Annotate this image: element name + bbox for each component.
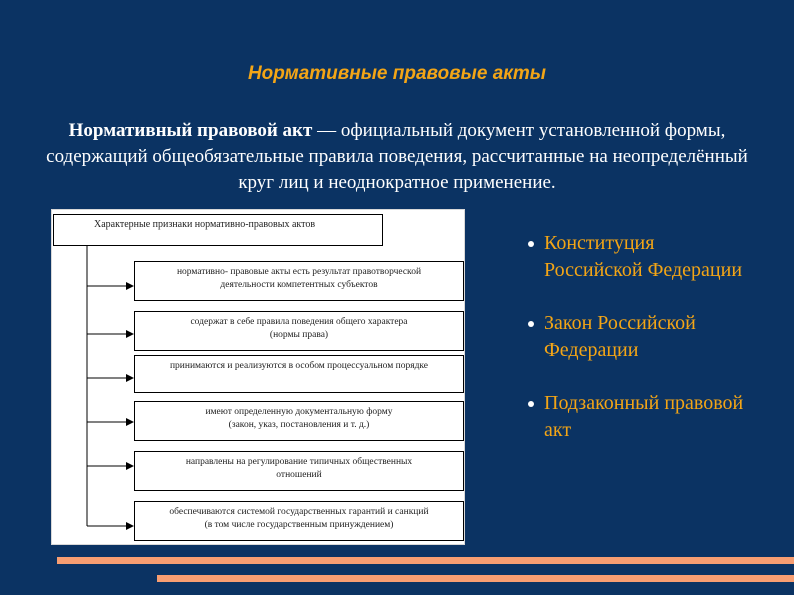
list-item-text: Закон Российской Федерации — [544, 312, 696, 361]
bullet-dot-icon — [528, 241, 534, 247]
trait-box — [134, 261, 464, 301]
list-item-text: Подзаконный правовой акт — [544, 392, 744, 441]
list-item — [526, 390, 756, 444]
list-item — [526, 310, 756, 364]
diagram-header-box: Характерные признаки нормативно-правовых актов — [53, 214, 383, 246]
trait-box — [134, 451, 464, 491]
trait-box — [134, 311, 464, 351]
traits-diagram — [51, 209, 465, 545]
definition-dash: — — [312, 120, 341, 141]
trait-line2: (нормы права) — [269, 330, 329, 340]
definition-term: Нормативный правовой акт — [68, 120, 313, 141]
trait-line1: принимаются и реализуются в особом процессуальном порядке — [169, 361, 429, 371]
bullet-dot-icon — [528, 321, 534, 327]
definition-paragraph — [40, 118, 754, 196]
decorative-bar — [57, 557, 794, 564]
trait-line2: отношений — [276, 470, 322, 480]
definition-text: официальный документ установленной формы, содержащий общеобязательные правила поведения, рассчитанные на неопределённый круг лиц и неоднократное применение. — [46, 120, 748, 193]
list-item-text: Конституция Российской Федерации — [544, 232, 743, 281]
list-item — [526, 230, 756, 284]
trait-line2: (закон, указ, постановления и т. д.) — [228, 420, 370, 430]
trait-line2: деятельности компетентных субъектов — [220, 280, 378, 290]
act-types-list — [526, 230, 756, 470]
trait-line1: направлены на регулирование типичных общественных — [185, 457, 413, 467]
trait-line1: нормативно- правовые акты есть результат правотворческой — [176, 267, 422, 277]
trait-box — [134, 355, 464, 393]
trait-line1: имеют определенную документальную форму — [205, 407, 393, 417]
slide-title: Нормативные правовые акты — [247, 63, 547, 84]
trait-box — [134, 401, 464, 441]
bullet-dot-icon — [528, 401, 534, 407]
decorative-bar — [157, 575, 794, 582]
trait-line2: (в том числе государственным принуждением) — [204, 520, 394, 530]
trait-box — [134, 501, 464, 541]
trait-line1: содержат в себе правила поведения общего характера — [190, 317, 408, 327]
trait-line1: обеспечиваются системой государственных гарантий и санкций — [169, 507, 429, 517]
